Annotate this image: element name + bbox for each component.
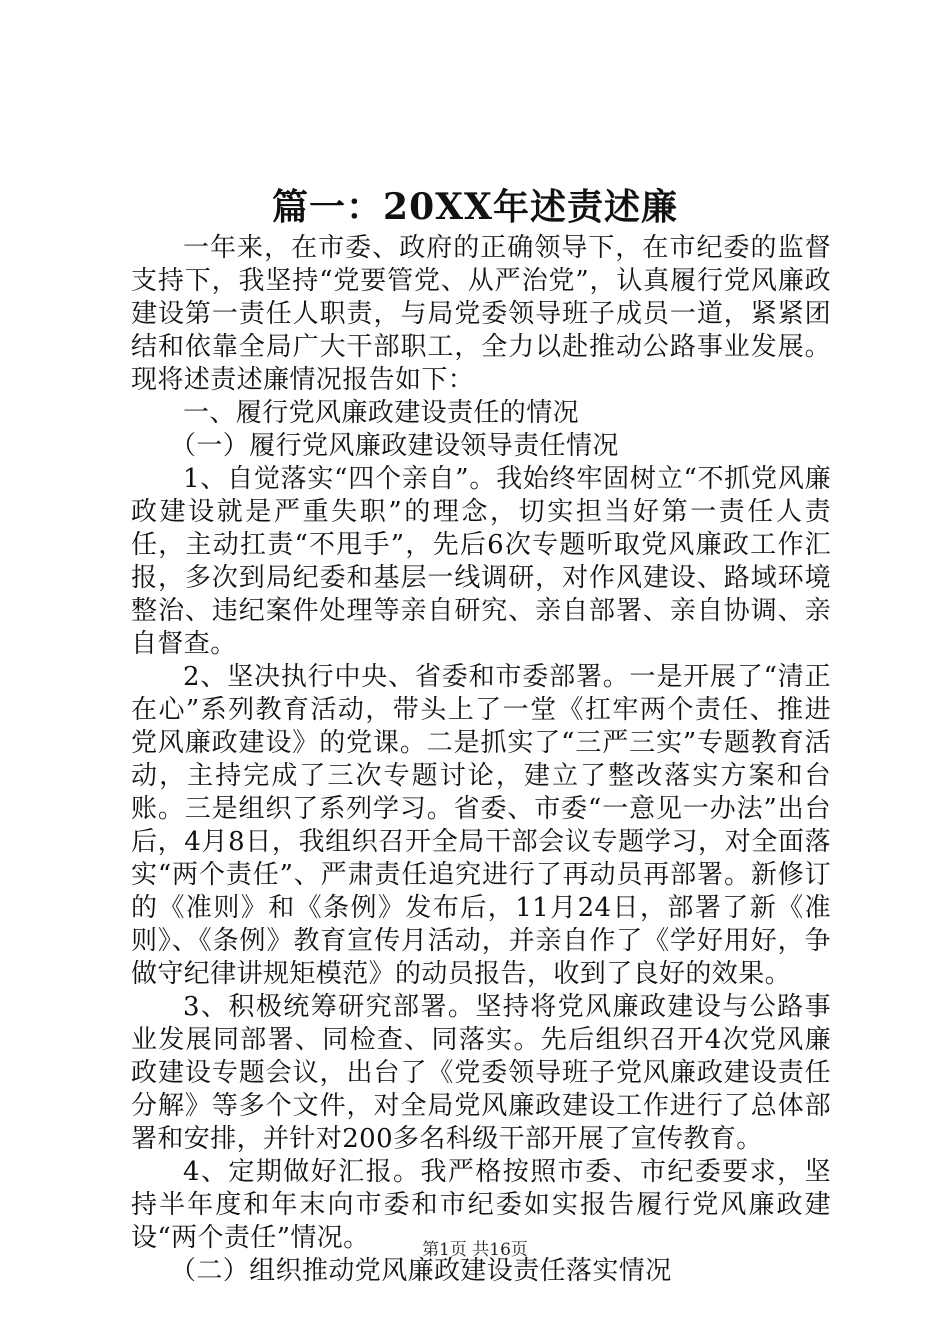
subsection-heading-1: （一）履行党风廉政建设领导责任情况 bbox=[170, 431, 619, 461]
subsection-heading-2: （二）组织推动党风廉政建设责任落实情况 bbox=[170, 1256, 672, 1286]
section-heading-1: 一、履行党风廉政建设责任的情况 bbox=[183, 398, 580, 428]
page-number-footer: 第1页 共16页 bbox=[422, 1240, 528, 1260]
paragraph-item-1: 1、自觉落实“四个亲自”。我始终牢固树立“不抓党风廉政建设就是严重失职”的理念，切实担当好第一责任人责任，主动扛责“不甩手”，先后6次专题听取党风廉政工作汇报，多次到局纪委和基层一线调研，对作风建设、路域环境整治、违纪案件处理等亲自研究、亲自部署、亲自协调、亲自督查。 bbox=[131, 464, 831, 659]
paragraph-item-2: 2、坚决执行中央、省委和市委部署。一是开展了“清正在心”系列教育活动，带头上了一堂《扛牢两个责任、推进党风廉政建设》的党课。二是抓实了“三严三实”专题教育活动，主持完成了三次专题讨论，建立了整改落实方案和台账。三是组织了系列学习。省委、市委“一意见一办法”出台后，4月8日，我组织召开全局干部会议专题学习，对全面落实“两个责任”、严肃责任追究进行了再动员再部署。新修订的《准则》和《条例》发布后，11月24日，部署了新《准则》、《条例》教育宣传月活动，并亲自作了《学好用好，争做守纪律讲规矩模范》的动员报告，收到了良好的效果。 bbox=[131, 662, 831, 989]
document-title: 篇一：20XX年述责述廉 bbox=[272, 186, 678, 228]
paragraph-item-4: 4、定期做好汇报。我严格按照市委、市纪委要求，坚持半年度和年末向市委和市纪委如实报告履行党风廉政建设“两个责任”情况。 bbox=[131, 1157, 831, 1253]
document-body bbox=[131, 232, 831, 1288]
paragraph-item-3: 3、积极统筹研究部署。坚持将党风廉政建设与公路事业发展同部署、同检查、同落实。先后组织召开4次党风廉政建设专题会议，出台了《党委领导班子党风廉政建设责任分解》等多个文件，对全局党风廉政建设工作进行了总体部署和安排，并针对200多名科级干部开展了宣传教育。 bbox=[131, 992, 831, 1154]
paragraph-intro: 一年来，在市委、政府的正确领导下，在市纪委的监督支持下，我坚持“党要管党、从严治党”，认真履行党风廉政建设第一责任人职责，与局党委领导班子成员一道，紧紧团结和依靠全局广大干部职工，全力以赴推动公路事业发展。现将述责述廉情况报告如下： bbox=[131, 233, 831, 395]
